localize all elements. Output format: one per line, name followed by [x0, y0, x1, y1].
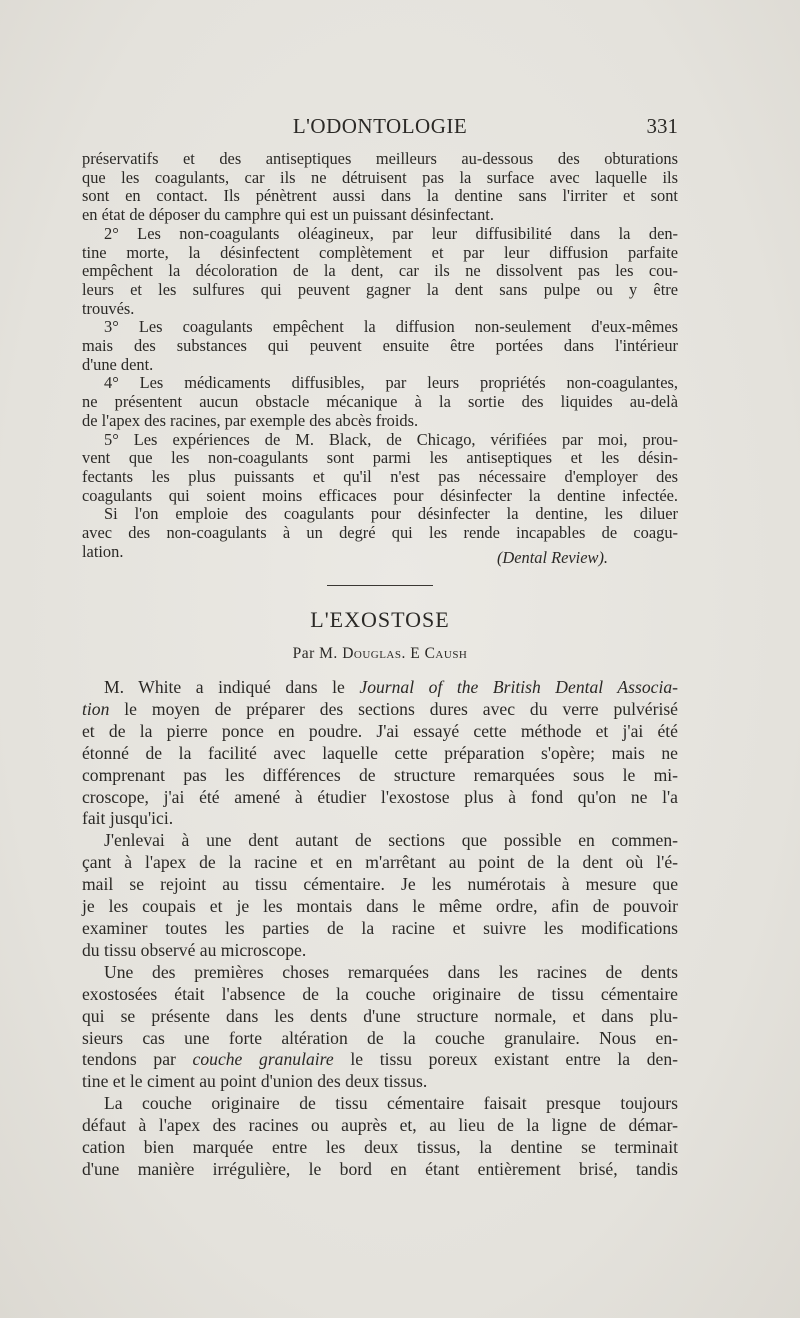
previous-article-text [82, 150, 678, 561]
text-line: examiner toutes les parties de la racine et suivre les modifications [82, 917, 678, 938]
journal-title-end: tion [82, 698, 110, 719]
text-line: en état de déposer du camphre qui est un puissant désinfectant. [82, 205, 494, 225]
text-line: vent que les non-coagulants sont parmi les antiseptiques et les désin- [82, 448, 678, 468]
text-line: sont en contact. Ils pénètrent aussi dans la dentine sans l'irriter et sont [82, 186, 678, 206]
text-line: lation. [82, 541, 124, 561]
text-line: sieurs cas une forte altération de la couche granulaire. Nous en- [82, 1027, 678, 1048]
article-byline [82, 645, 678, 663]
byline-prefix: Par M. [292, 645, 338, 662]
text-line: leurs et les sulfures qui peuvent gagner la dent sans pulpe ou y être [82, 279, 678, 299]
text-line: tine et le ciment au point d'union des deux tissus. [82, 1071, 428, 1092]
source-citation: (Dental Review). [496, 548, 608, 567]
text-line: et de la pierre ponce en poudre. J'ai essayé cette méthode et j'ai été [82, 720, 678, 741]
running-title: L'ODONTOLOGIE [292, 114, 468, 138]
text-line: fectants les plus puissants et qu'il n'est pas nécessaire d'employer des [82, 466, 678, 486]
journal-title: Journal of the British Dental Associa- [359, 677, 678, 697]
text-line: du tissu observé au microscope. [82, 939, 307, 960]
text-line: cation bien marquée entre les deux tissus, la dentine se terminait [82, 1137, 678, 1158]
text-line [82, 1049, 678, 1071]
text-line: étonné de la facilité avec laquelle cette préparation s'opère; mais ne [82, 742, 678, 763]
text-segment: le tissu poreux existant entre la den- [333, 1049, 679, 1070]
article-title: L'EXOSTOSE [310, 607, 450, 632]
text-line: J'enlevai à une dent autant de sections que possible en commen- [104, 830, 678, 851]
text-line: Une des premières choses remarquées dans les racines de dents [104, 961, 678, 982]
italic-term: couche granulaire [192, 1049, 334, 1070]
text-line [82, 699, 678, 721]
text-line: de l'apex des racines, par exemple des abcès froids. [82, 410, 419, 430]
text-line: avec des non-coagulants à un degré qui les rende incapables de coagu- [82, 523, 678, 543]
section-divider [327, 585, 433, 586]
author-name: Douglas. E Caush [342, 645, 468, 662]
text-line: croscope, j'ai été amené à étudier l'exostose plus à fond qu'on ne l'a [82, 786, 678, 807]
text-line: 5° Les expériences de M. Black, de Chicago, vérifiées par moi, prou- [104, 429, 678, 449]
page-header [82, 114, 678, 144]
text-line: qui se présente dans les dents d'une structure normale, et dans plu- [82, 1005, 678, 1026]
text-line: je les coupais et je les montais dans le même ordre, afin de pouvoir [82, 896, 678, 917]
text-line: çant à l'apex de la racine et en m'arrêtant au point de la dent où l'é- [82, 852, 678, 873]
text-line: que les coagulants, car ils ne détruisent pas la surface avec laquelle ils [82, 167, 678, 187]
text-line: d'une dent. [82, 354, 154, 374]
text-line: coagulants qui soient moins efficaces pour désinfecter la dentine infectée. [82, 485, 678, 505]
text-line: préservatifs et des antiseptiques meilleurs au-dessous des obturations [82, 149, 678, 168]
text-line: comprenant pas les différences de structure remarquées sous le mi- [82, 764, 678, 785]
text-line [82, 677, 678, 699]
text-line: d'une manière irrégulière, le bord en étant entièrement brisé, tandis [82, 1158, 678, 1179]
text-segment: tendons par [82, 1049, 193, 1070]
text-segment: M. White a indiqué dans le [104, 677, 360, 697]
text-line: 4° Les médicaments diffusibles, par leurs propriétés non-coagulantes, [104, 373, 678, 393]
text-line: empêchent la décoloration de la dent, car ils ne dissolvent pas les cou- [82, 261, 678, 281]
text-segment: le moyen de préparer des sections dures avec du verre pulvérisé [109, 698, 678, 719]
text-line: tine morte, la désinfectent complètement et par leur diffusion parfaite [82, 242, 678, 262]
text-line: ne présentent aucun obstacle mécanique à la sortie des liquides au-delà [82, 392, 678, 412]
page-number: 331 [646, 114, 678, 138]
text-line: mais des substances qui peuvent ensuite être portées dans l'intérieur [82, 336, 678, 356]
text-line: fait jusqu'ici. [82, 808, 174, 829]
text-line: défaut à l'apex des racines ou auprès et, au lieu de la ligne de démar- [82, 1115, 678, 1136]
text-line: mail se rejoint au tissu cémentaire. Je les numérotais à mesure que [82, 874, 678, 895]
text-line: 3° Les coagulants empêchent la diffusion non-seulement d'eux-mêmes [104, 317, 678, 337]
text-line: trouvés. [82, 298, 135, 318]
text-line: exostosées était l'absence de la couche originaire de tissu cémentaire [82, 983, 678, 1004]
text-line: La couche originaire de tissu cémentaire faisait presque toujours [104, 1093, 678, 1114]
text-line: Si l'on emploie des coagulants pour désinfecter la dentine, les diluer [104, 504, 678, 524]
text-line: 2° Les non-coagulants oléagineux, par leur diffusibilité dans la den- [104, 223, 678, 243]
article-body [82, 677, 678, 1181]
